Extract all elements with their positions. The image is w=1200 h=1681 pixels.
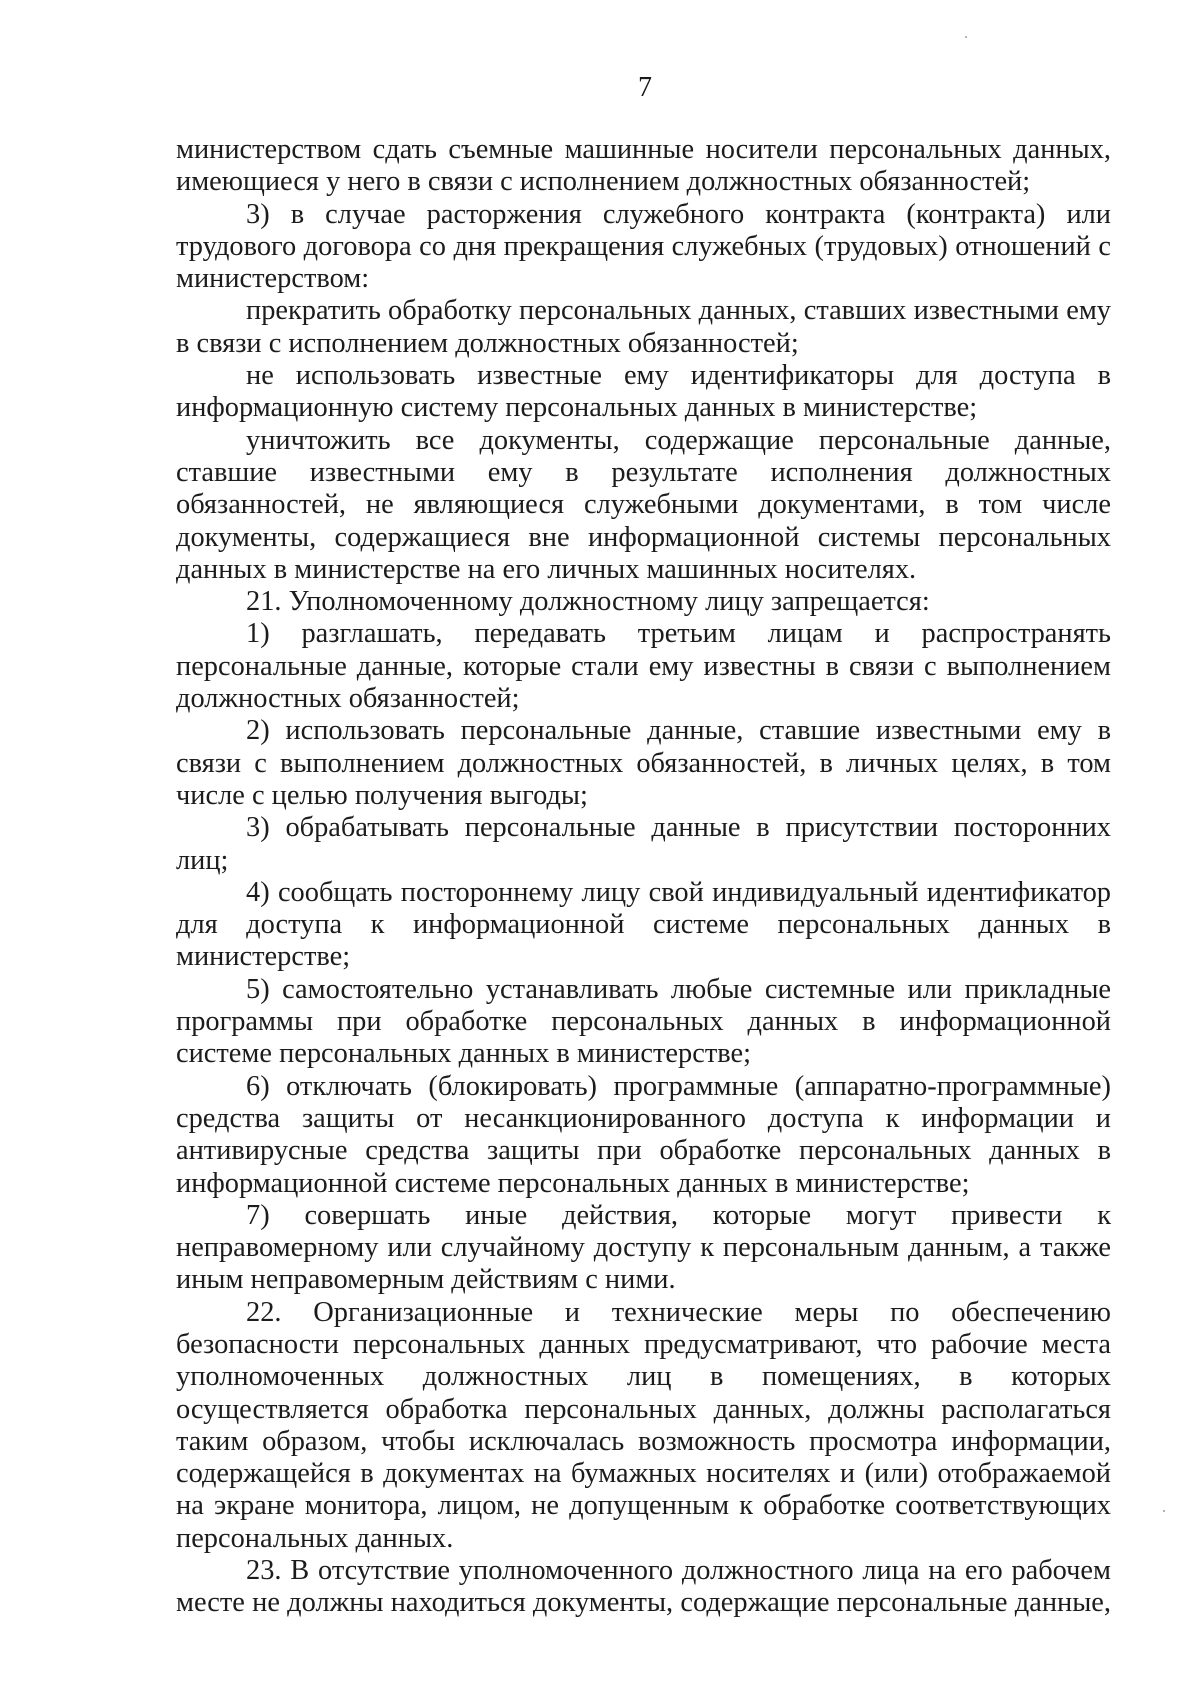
paragraph: 23. В отсутствие уполномоченного должностного лица на его рабочем месте не должны находиться документы, содержащие персональные данные, [176,1555,1111,1619]
paragraph: уничтожить все документы, содержащие персональные данные, ставшие известными ему в результате исполнения должностных обязанностей, не являющиеся служебными документами, в том числе документы, содержащиеся вне информационной системы персональных данных в министерстве на его личных машинных носителях. [176,424,1111,585]
paragraph: 1) разглашать, передавать третьим лицам и распространять персональные данные, которые стали ему известны в связи с выполнением должностных обязанностей; [176,618,1111,715]
scan-speck [965,36,967,38]
document-body [176,134,1111,1620]
paragraph: 3) обрабатывать персональные данные в присутствии посторонних лиц; [176,812,1111,876]
paragraph: 4) сообщать постороннему лицу свой индивидуальный идентификатор для доступа к информационной системе персональных данных в министерстве; [176,876,1111,973]
paragraph: 6) отключать (блокировать) программные (аппаратно-программные) средства защиты от несанкционированного доступа к информации и антивирусные средства защиты при обработке персональных данных в информационной системе персональных данных в министерстве; [176,1070,1111,1199]
paragraph: 2) использовать персональные данные, ставшие известными ему в связи с выполнением должностных обязанностей, в личных целях, в том числе с целью получения выгоды; [176,715,1111,811]
paragraph: 22. Организационные и технические меры по обеспечению безопасности персональных данных предусматривают, что рабочие места уполномоченных должностных лиц в помещениях, в которых осуществляется обработка персональных данных, должны располагаться таким образом, чтобы исключалась возможность просмотра информации, содержащейся в документах на бумажных носителях и (или) отображаемой на экране монитора, лицом, не допущенным к обработке соответствующих персональных данных. [176,1296,1111,1554]
paragraph: не использовать известные ему идентификаторы для доступа в информационную систему персональных данных в министерстве; [176,360,1111,424]
paragraph: 21. Уполномоченному должностному лицу запрещается: [246,586,930,618]
scan-speck [1163,1510,1165,1512]
paragraph: прекратить обработку персональных данных, ставших известными ему в связи с исполнением должностных обязанностей; [176,295,1111,359]
paragraph: 3) в случае расторжения служебного контракта (контракта) или трудового договора со дня прекращения служебных (трудовых) отношений с министерством: [176,198,1111,295]
page-number: 7 [638,72,652,103]
paragraph: 5) самостоятельно устанавливать любые системные или прикладные программы при обработке персональных данных в информационной системе персональных данных в министерстве; [176,973,1111,1070]
paragraph: 7) совершать иные действия, которые могут привести к неправомерному или случайному доступу к персональным данным, а также иным неправомерным действиям с ними. [176,1199,1111,1296]
paragraph: министерством сдать съемные машинные носители персональных данных, имеющиеся у него в связи с исполнением должностных обязанностей; [176,134,1111,198]
